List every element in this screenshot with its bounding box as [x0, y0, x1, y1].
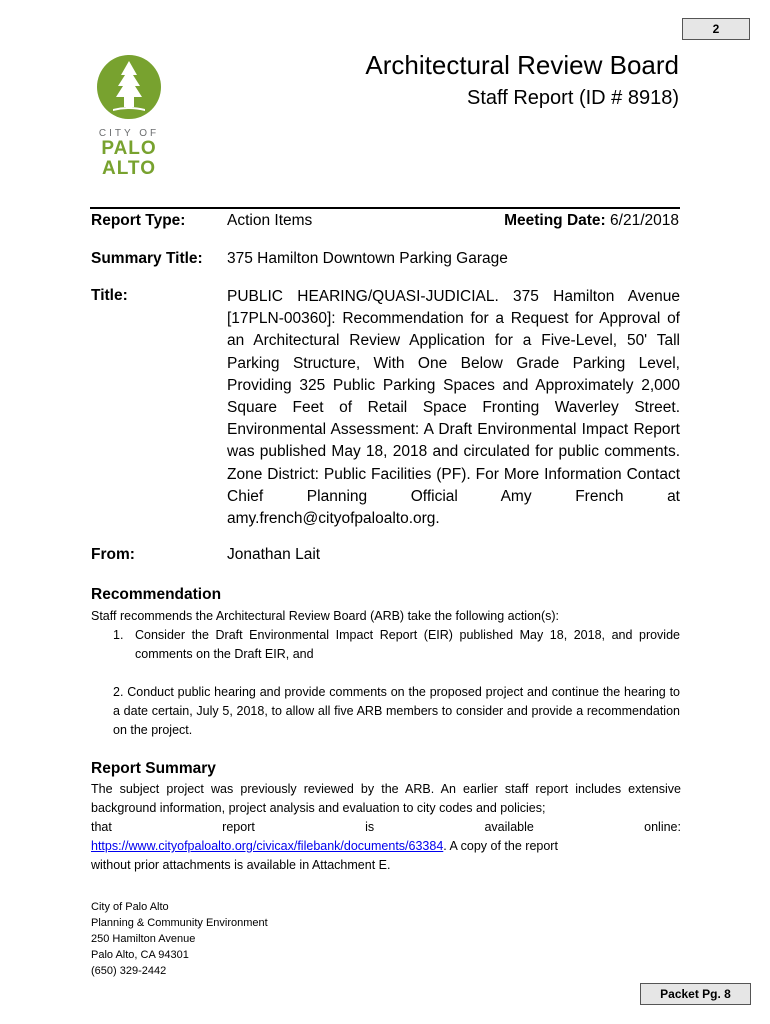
- summary-title-value: 375 Hamilton Downtown Parking Garage: [227, 250, 508, 267]
- summary-word: that: [91, 820, 112, 834]
- address-footer: [91, 899, 268, 979]
- meeting-date: [504, 212, 679, 230]
- summary-spread-line: [91, 818, 681, 837]
- summary-link-trailer: . A copy of the report: [443, 839, 558, 853]
- logo-palo: PALO: [101, 138, 157, 159]
- title-label: Title:: [91, 287, 128, 304]
- meeting-date-label: Meeting Date:: [504, 212, 606, 229]
- summary-word: is: [365, 820, 375, 834]
- summary-title-label: Summary Title:: [91, 250, 203, 267]
- packet-page-badge: Packet Pg. 8: [640, 983, 751, 1005]
- city-logo: [97, 55, 165, 179]
- logo-city-of: CITY OF: [98, 128, 160, 139]
- footer-line: City of Palo Alto: [91, 901, 169, 913]
- footer-line: (650) 329-2442: [91, 965, 167, 977]
- footer-line: Planning & Community Environment: [91, 917, 268, 929]
- header-divider: [90, 207, 680, 209]
- report-type-value: Action Items: [227, 212, 313, 229]
- recommendation-item-1: [113, 626, 680, 664]
- summary-last-line: without prior attachments is available in Attachment E.: [91, 858, 391, 872]
- item-1-number: 1.: [113, 628, 124, 642]
- footer-line: 250 Hamilton Avenue: [91, 933, 196, 945]
- attachment-link[interactable]: https://www.cityofpaloalto.org/civicax/filebank/documents/63384: [91, 839, 444, 853]
- report-summary-text: [91, 780, 681, 875]
- recommendation-item-2: 2. Conduct public hearing and provide comments on the proposed project and continue the hearing to a date certain, July 5, 2018, to allow all five ARB members to consider and provide a recommendation on the project.: [113, 685, 680, 737]
- logo-alto: ALTO: [102, 158, 156, 179]
- summary-word: online:: [644, 820, 681, 834]
- summary-link-line: [91, 837, 681, 856]
- recommendation-heading: Recommendation: [91, 586, 222, 603]
- meeting-date-value: 6/21/2018: [610, 212, 679, 229]
- summary-word: report: [222, 820, 255, 834]
- page-number-badge: 2: [682, 18, 750, 40]
- from-value: Jonathan Lait: [227, 546, 321, 563]
- recommendation-intro: Staff recommends the Architectural Review Board (ARB) take the following action(s):: [91, 609, 560, 623]
- summary-paragraph: The subject project was previously reviewed by the ARB. An earlier staff report includes extensive background information, project analysis and evaluation to city codes and policies;: [91, 782, 681, 815]
- report-id-subtitle: Staff Report (ID # 8918): [467, 87, 679, 109]
- tree-seal-icon: [97, 55, 161, 119]
- item-1-text: Consider the Draft Environmental Impact Report (EIR) published May 18, 2018, and provide comments on the Draft EIR, and: [135, 628, 680, 661]
- summary-word: available: [484, 820, 534, 834]
- report-summary-heading: Report Summary: [91, 760, 216, 777]
- footer-line: Palo Alto, CA 94301: [91, 949, 189, 961]
- from-label: From:: [91, 546, 135, 563]
- board-title: Architectural Review Board: [365, 50, 679, 80]
- title-value: PUBLIC HEARING/QUASI-JUDICIAL. 375 Hamilton Avenue [17PLN-00360]: Recommendation for a Request for Approval of an Architectural Review Application for a Five-Level, 50' Tall Parking Structure, With One Below Grade Parking Level, Providing 325 Public Parking Spaces and Approximately 2,000 Square Feet of Retail Space Fronting Waverley Street. Environmental Assessment: A Draft Environmental Impact Report was published May 18, 2018 and circulated for public comments. Zone District: Public Facilities (PF). For More Information Contact Chief Planning Official Amy French at amy.french@cityofpaloalto.org.: [227, 288, 680, 528]
- report-type-label: Report Type:: [91, 212, 186, 229]
